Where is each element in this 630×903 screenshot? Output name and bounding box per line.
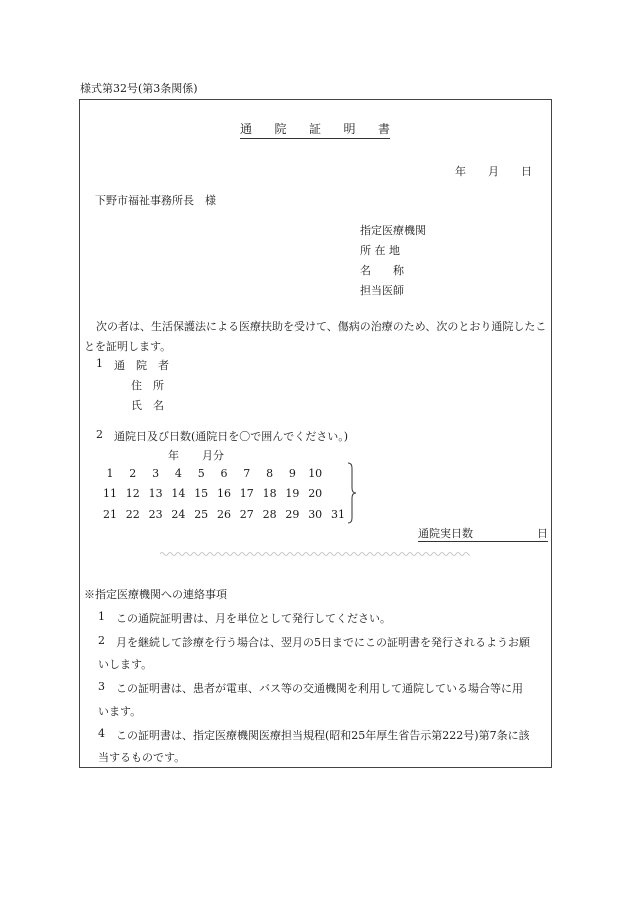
calendar-day[interactable]: 13 [148,487,163,500]
issue-date-line[interactable] [455,163,532,179]
calendar-day[interactable]: 19 [285,487,300,500]
note-item-text: 月を継続して診療を行う場合は、翌月の5日までにこの証明書を発行されるようお願 [116,636,530,649]
calendar-day[interactable]: 22 [125,508,140,521]
title-char: 明 [343,122,356,136]
calendar-day[interactable]: 2 [129,467,137,480]
calendar-day[interactable]: 27 [239,508,254,521]
calendar-day[interactable]: 17 [239,487,254,500]
calendar-day[interactable]: 9 [288,467,296,480]
calendar-day[interactable]: 10 [308,467,323,480]
note-item-text-cont: います。 [98,705,142,718]
patient-name-label: 氏 名 [131,399,164,412]
calendar-day[interactable]: 14 [171,487,186,500]
section2-number: 2 [96,428,103,441]
calendar-day[interactable]: 21 [103,508,117,521]
wavy-divider [160,550,470,558]
calendar-day[interactable]: 1 [106,467,114,480]
note-item-number: 4 [98,727,105,740]
note-item-text: この証明書は、指定医療機関医療担当規程(昭和25年厚生省告示第222号)第7条に該 [116,729,530,742]
calendar-day[interactable]: 7 [243,467,251,480]
title-char: 通 [240,122,253,136]
actual-days-field[interactable] [418,525,548,542]
patient-address-label: 住 所 [131,379,164,392]
calendar-brace [347,462,357,524]
calendar-day[interactable]: 30 [308,508,323,521]
calendar-day[interactable]: 16 [217,487,231,500]
calendar-day[interactable]: 25 [194,508,209,521]
institution-title-label: 名 称 [360,264,404,277]
actual-days-unit: 日 [537,527,548,540]
title-char: 院 [274,122,287,136]
addressee: 下野市福祉事務所長 様 [95,194,216,207]
calendar-day[interactable]: 31 [331,508,345,521]
calendar-year-label: 年 [168,449,179,462]
notes-heading: ※指定医療機関への連絡事項 [84,588,227,601]
calendar-day[interactable]: 5 [197,467,205,480]
document-title [240,120,390,139]
calendar-day[interactable]: 28 [262,508,277,521]
note-item-number: 1 [98,610,105,623]
section1-number: 1 [96,357,103,370]
section2-heading: 通院日及び日数(通院日を〇で囲んでください。) [114,430,349,443]
calendar-day[interactable]: 15 [194,487,209,500]
calendar-day[interactable]: 24 [171,508,186,521]
date-day-label: 日 [521,165,532,178]
calendar-day[interactable]: 18 [262,487,277,500]
note-item-number: 2 [98,634,105,647]
form-number-label: 様式第32号(第3条関係) [80,82,198,95]
institution-doctor-label: 担当医師 [360,284,404,297]
calendar-day[interactable]: 29 [285,508,300,521]
title-char: 書 [377,122,390,136]
note-item-text: この証明書は、患者が電車、バス等の交通機関を利用して通院している場合等に用 [116,682,523,695]
calendar-day[interactable]: 8 [266,467,274,480]
note-item-text: この通院証明書は、月を単位として発行してください。 [116,612,391,625]
actual-days-label: 通院実日数 [418,527,473,540]
calendar-day[interactable]: 4 [174,467,182,480]
section1-heading: 通 院 者 [114,359,169,372]
calendar-day[interactable]: 12 [125,487,140,500]
note-item-number: 3 [98,680,105,693]
calendar-day[interactable]: 11 [103,487,117,500]
note-item-text-cont: 当するものです。 [98,751,186,764]
calendar-day[interactable]: 3 [152,467,160,480]
institution-name-label: 指定医療機関 [360,224,426,237]
note-item-text-cont: いします。 [98,658,153,671]
date-year-label: 年 [455,165,466,178]
certification-statement: 次の者は、生活保護法による医療扶助を受けて、傷病の治療のため、次のとおり通院したことを証明します。 [84,320,547,353]
calendar-day[interactable]: 20 [308,487,323,500]
date-month-label: 月 [488,165,499,178]
calendar-day[interactable]: 6 [220,467,228,480]
calendar-day[interactable]: 26 [217,508,231,521]
title-char: 証 [308,122,321,136]
institution-address-label: 所 在 地 [360,244,400,257]
calendar-month-label: 月分 [202,449,224,462]
calendar-day[interactable]: 23 [148,508,163,521]
